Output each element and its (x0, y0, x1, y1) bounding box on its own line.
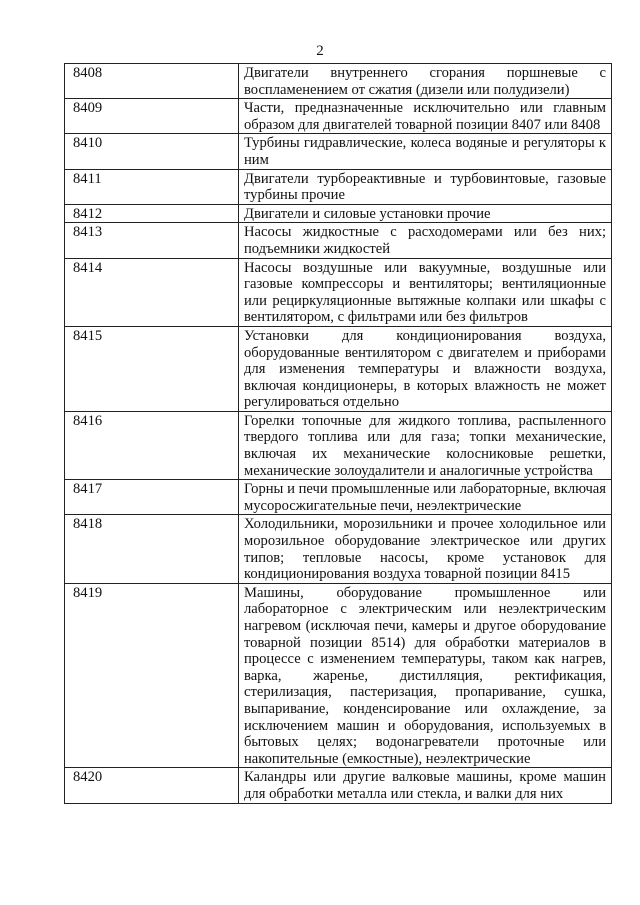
code-cell: 8413 (65, 223, 239, 258)
table-row (65, 583, 612, 768)
code-cell: 8412 (65, 204, 239, 223)
description-cell: Насосы воздушные или вакуумные, воздушные или газовые компрессоры и вентиляторы; вентиляционные или рециркуляционные вытяжные колпаки или шкафы с вентилятором, с фильтрами или без фильтров (239, 258, 612, 326)
table-row (65, 515, 612, 583)
table-row (65, 134, 612, 169)
code-cell: 8414 (65, 258, 239, 326)
table-row (65, 411, 612, 479)
code-cell: 8420 (65, 768, 239, 803)
table-row (65, 169, 612, 204)
table-row (65, 223, 612, 258)
code-cell: 8416 (65, 411, 239, 479)
description-cell: Машины, оборудование промышленное или лабораторное с электрическим или неэлектрическим нагревом (исключая печи, камеры и другое оборудование товарной позиции 8514) для обработки материалов в процессе с изменением температуры, таком как нагрев, варка, жаренье, дистилляция, ректификация, стерилизация, пастеризация, пропаривание, сушка, выпаривание, конденсирование или охлаждение, за исключением машин и оборудования, используемых в бытовых целях; водонагреватели проточные или накопительные (емкостные), неэлектрические (239, 583, 612, 768)
code-cell: 8418 (65, 515, 239, 583)
code-cell: 8415 (65, 326, 239, 411)
description-cell: Каландры или другие валковые машины, кроме машин для обработки металла или стекла, и валки для них (239, 768, 612, 803)
code-cell: 8410 (65, 134, 239, 169)
table-row (65, 64, 612, 99)
description-cell: Холодильники, морозильники и прочее холодильное или морозильное оборудование электрическое или других типов; тепловые насосы, кроме установок для кондиционирования воздуха товарной позиции 8415 (239, 515, 612, 583)
description-cell: Турбины гидравлические, колеса водяные и регуляторы к ним (239, 134, 612, 169)
description-cell: Двигатели и силовые установки прочие (239, 204, 612, 223)
table-row (65, 99, 612, 134)
description-cell: Двигатели турбореактивные и турбовинтовые, газовые турбины прочие (239, 169, 612, 204)
description-cell: Двигатели внутреннего сгорания поршневые с воспламенением от сжатия (дизели или полудизели) (239, 64, 612, 99)
table-row (65, 480, 612, 515)
table-row (65, 768, 612, 803)
code-cell: 8408 (65, 64, 239, 99)
description-cell: Части, предназначенные исключительно или главным образом для двигателей товарной позиции 8407 или 8408 (239, 99, 612, 134)
code-cell: 8419 (65, 583, 239, 768)
table-row (65, 204, 612, 223)
description-cell: Горелки топочные для жидкого топлива, распыленного твердого топлива или для газа; топки механические, включая их механические колосниковые решетки, механические золоудалители и аналогичные устройства (239, 411, 612, 479)
code-cell: 8417 (65, 480, 239, 515)
table-row (65, 326, 612, 411)
description-cell: Насосы жидкостные с расходомерами или без них; подъемники жидкостей (239, 223, 612, 258)
tnved-code-table (64, 63, 612, 804)
table-row (65, 258, 612, 326)
page-number: 2 (316, 43, 324, 59)
code-cell: 8409 (65, 99, 239, 134)
description-cell: Горны и печи промышленные или лабораторные, включая мусоросжигательные печи, неэлектрические (239, 480, 612, 515)
code-cell: 8411 (65, 169, 239, 204)
description-cell: Установки для кондиционирования воздуха, оборудованные вентилятором с двигателем и приборами для изменения температуры и влажности воздуха, включая кондиционеры, в которых влажность не может регулироваться отдельно (239, 326, 612, 411)
